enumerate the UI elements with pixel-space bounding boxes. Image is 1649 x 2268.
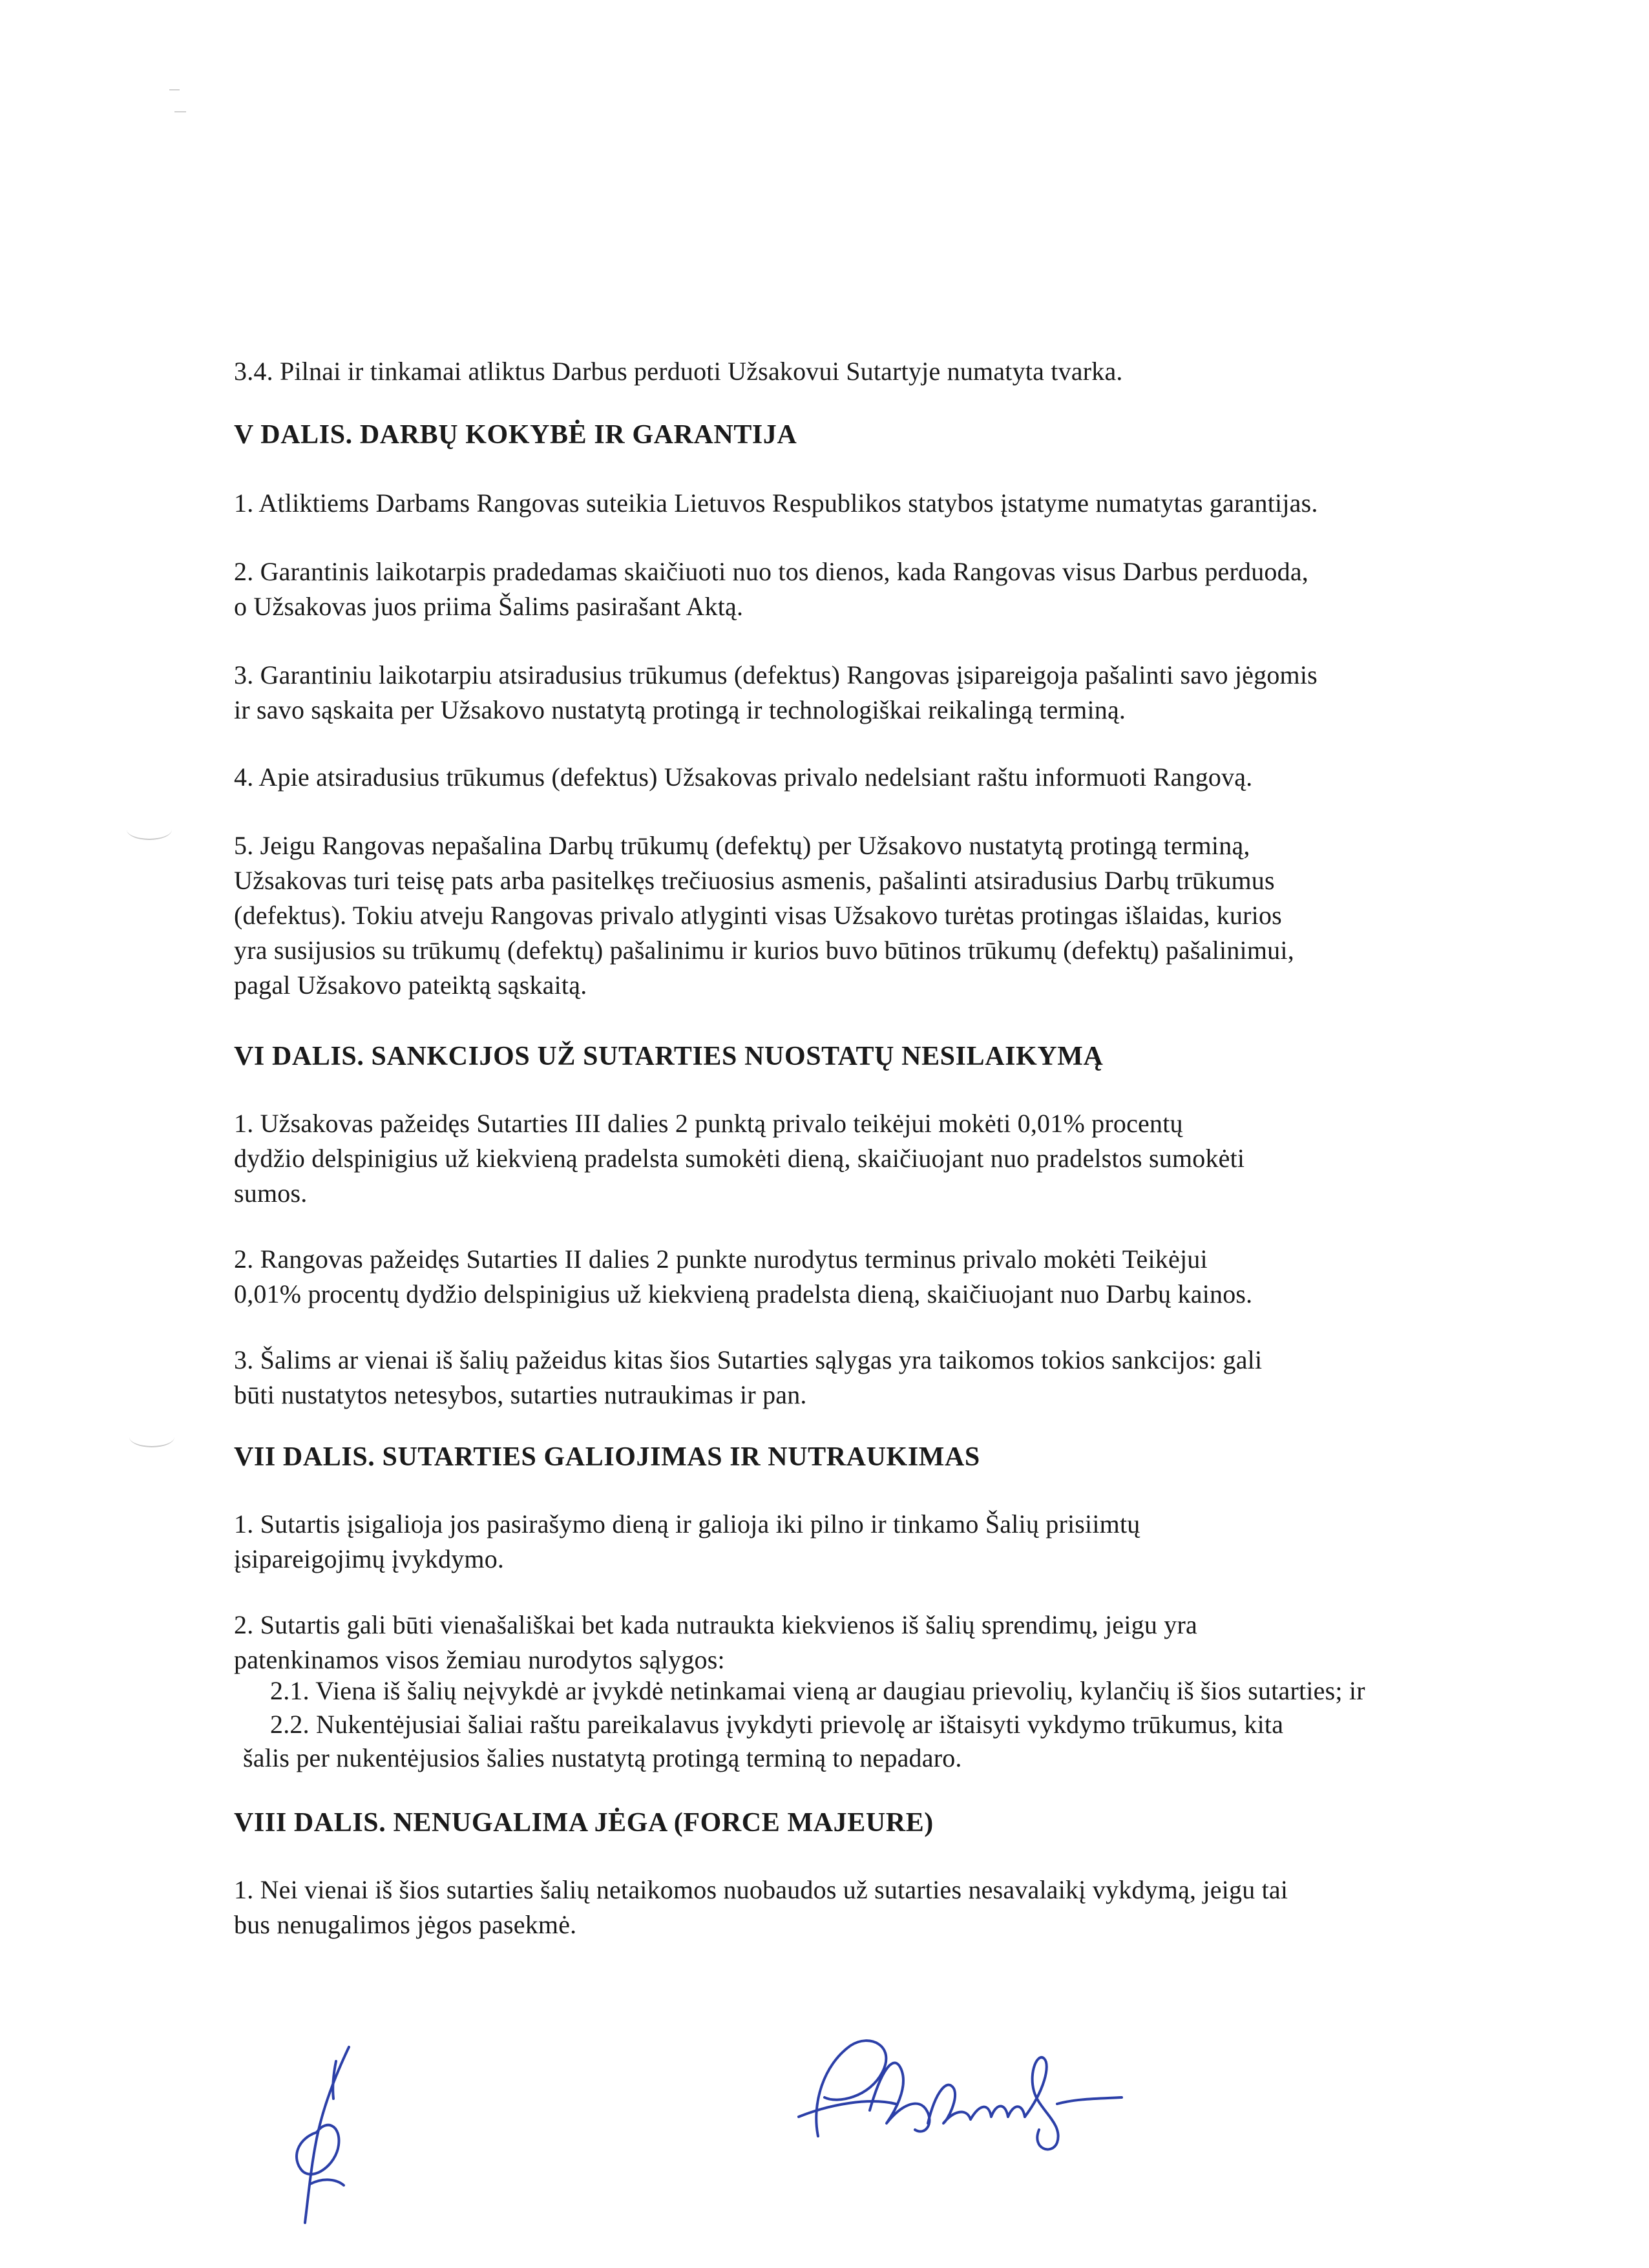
section-7-subitem-2-2: 2.2. Nukentėjusiai šaliai raštu pareikalavus įvykdyti prievolę ar ištaisyti vykdymo trūkumus, kita	[270, 1710, 1284, 1739]
section-8-heading: VIII DALIS. NENUGALIMA JĖGA (FORCE MAJEURE)	[234, 1808, 934, 1838]
section-7-subitem-2-1: 2.1. Viena iš šalių neįvykdė ar įvykdė netinkamai vieną ar daugiau prievolių, kylančių iš šios sutarties; ir	[270, 1676, 1365, 1705]
section-6-paragraph-3: 3. Šalims ar vienai iš šalių pažeidus kitas šios Sutarties sąlygas yra taikomos tokios sankcijos: gali būti nustatytos netesybos, sutarties nutraukimas ir pan.	[234, 1345, 1263, 1409]
hole-punch-mark-1	[127, 819, 172, 840]
signature-right	[773, 2026, 1135, 2156]
section-5-paragraph-2: 2. Garantinis laikotarpis pradedamas skaičiuoti nuo tos dienos, kada Rangovas visus Darbus perduoda, o Užsakovas juos priima Šalims pasirašant Aktą.	[234, 557, 1308, 621]
scan-mark-top-1	[169, 89, 180, 90]
section-5-paragraph-3: 3. Garantiniu laikotarpiu atsiradusius trūkumus (defektus) Rangovas įsipareigoja pašalinti savo jėgomis ir savo sąskaita per Užsakovo nustatytą protingą ir technologiškai reikalingą terminą.	[234, 660, 1318, 724]
section-5-paragraph-4: 4. Apie atsiradusius trūkumus (defektus) Užsakovas privalo nedelsiant raštu informuoti Rangovą.	[234, 762, 1253, 792]
section-7-paragraph-1: 1. Sutartis įsigalioja jos pasirašymo dieną ir galioja iki pilno ir tinkamo Šalių prisiimtų įsipareigojimų įvykdymo.	[234, 1509, 1140, 1573]
signature-left	[271, 2035, 375, 2229]
section-5-paragraph-1: 1. Atliktiems Darbams Rangovas suteikia Lietuvos Respublikos statybos įstatyme numatytas garantijas.	[234, 488, 1318, 518]
section-7-paragraph-2: 2. Sutartis gali būti vienašališkai bet kada nutraukta kiekvienos iš šalių sprendimų, jeigu yra patenkinamos visos žemiau nurodytos sąlygos:	[234, 1610, 1197, 1674]
section-7-heading: VII DALIS. SUTARTIES GALIOJIMAS IR NUTRAUKIMAS	[234, 1442, 980, 1472]
section-5-paragraph-5: 5. Jeigu Rangovas nepašalina Darbų trūkumų (defektų) per Užsakovo nustatytą protingą terminą, Užsakovas turi teisę pats arba pasitelkęs trečiuosius asmenis, pašalinti atsiradusius Darbų trūkumus (defektus). Tokiu atveju Rangovas privalo atlyginti visas Užsakovo turėtas protingas išlaidas, kurios yra susijusios su trūkumų (defektų) pašalinimu ir kurios buvo būtinos trūkumų (defektų) pašalinimui, pagal Užsakovo pateiktą sąskaitą.	[234, 831, 1294, 1000]
section-7-subitem-2-2-continued: šalis per nukentėjusios šalies nustatytą protingą terminą to nepadaro.	[243, 1743, 962, 1772]
section-5-heading: V DALIS. DARBŲ KOKYBĖ IR GARANTIJA	[234, 420, 797, 450]
paragraph-3-4: 3.4. Pilnai ir tinkamai atliktus Darbus perduoti Užsakovui Sutartyje numatyta tvarka.	[234, 357, 1123, 386]
hole-punch-mark-2	[129, 1427, 174, 1447]
section-6-paragraph-2: 2. Rangovas pažeidęs Sutarties II dalies 2 punkte nurodytus terminus privalo mokėti Teikėjui 0,01% procentų dydžio delspinigius už kiekvieną pradelsta dieną, skaičiuojant nuo Darbų kainos.	[234, 1244, 1253, 1308]
section-8-paragraph-1: 1. Nei vienai iš šios sutarties šalių netaikomos nuobaudos už sutarties nesavalaikį vykdymą, jeigu tai bus nenugalimos jėgos pasekmė.	[234, 1875, 1288, 1939]
scan-mark-top-2	[174, 111, 186, 112]
section-6-paragraph-1: 1. Užsakovas pažeidęs Sutarties III dalies 2 punktą privalo teikėjui mokėti 0,01% procentų dydžio delspinigius už kiekvieną pradelsta sumokėti dieną, skaičiuojant nuo pradelstos sumokėti sumos.	[234, 1109, 1245, 1208]
section-6-heading: VI DALIS. SANKCIJOS UŽ SUTARTIES NUOSTATŲ NESILAIKYMĄ	[234, 1042, 1104, 1071]
